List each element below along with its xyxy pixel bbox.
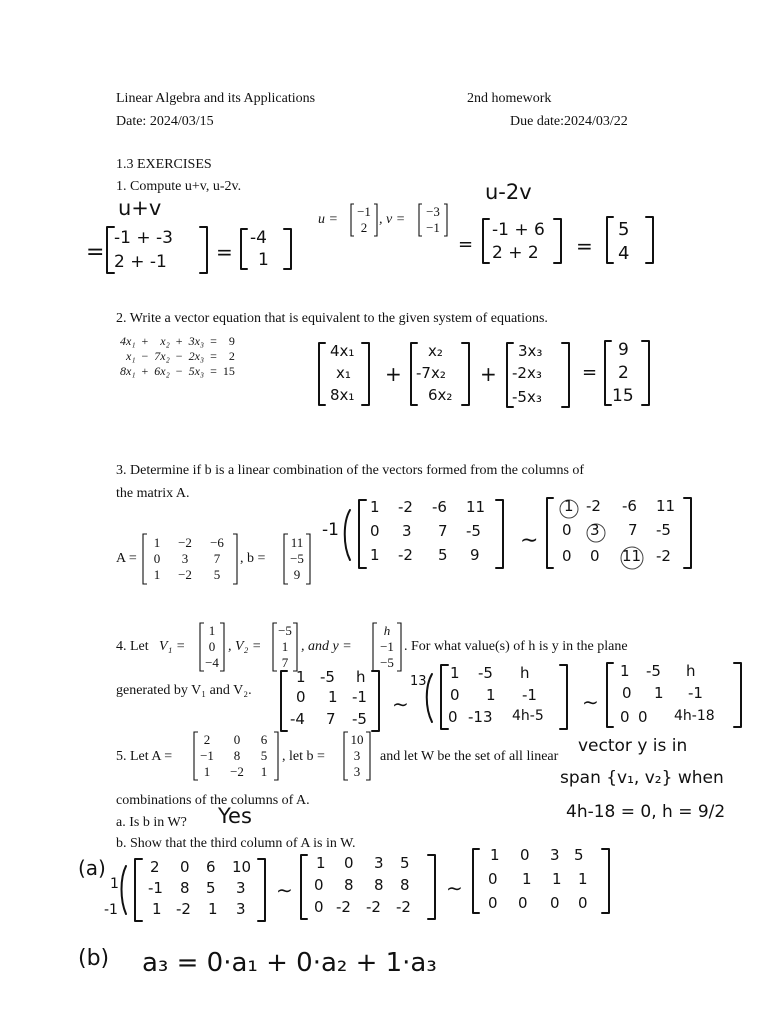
q4-hand-m2-entry: -1 bbox=[522, 686, 537, 704]
q4-hand-m1-entry: 7 bbox=[326, 710, 336, 728]
q3-hand-aug-entry: -2 bbox=[398, 498, 413, 516]
q2-op: − bbox=[175, 364, 183, 378]
q3-hand-aug-entry: 11 bbox=[466, 498, 486, 516]
q4-hand-m1-entry: -5 bbox=[320, 668, 335, 686]
q4-hand-m2-entry: -5 bbox=[478, 664, 493, 682]
q4-hand-m3-entry: -1 bbox=[688, 684, 703, 702]
due-date: Due date:2024/03/22 bbox=[510, 114, 628, 129]
q5-hand-factor: -1 bbox=[104, 902, 118, 918]
q2-system-row bbox=[117, 334, 238, 349]
q3-A-label: A = bbox=[116, 551, 137, 566]
q5-hand-m1-entry: 6 bbox=[206, 858, 216, 876]
q4-hand-m2-entry: 0 bbox=[448, 708, 458, 726]
q3-hand-reduced-entry: 7 bbox=[628, 521, 638, 539]
q1-v-entry: −3 bbox=[426, 204, 440, 219]
q4-hand-answer: vector y is in bbox=[578, 736, 688, 756]
q2-term: x₁ bbox=[126, 349, 136, 363]
q5-hand-factor: 1 bbox=[110, 876, 119, 892]
q2-hand-col1: 8x₁ bbox=[330, 386, 355, 404]
q5-hand-m2 bbox=[312, 854, 436, 918]
q4-hand-m3-entry: h bbox=[686, 662, 696, 680]
q2-op: − bbox=[175, 349, 183, 363]
q4-hand-m3-entry: -5 bbox=[646, 662, 661, 680]
q5-b-vector bbox=[343, 731, 371, 781]
q5-hand-m2-entry: 8 bbox=[374, 876, 384, 894]
q2-hand-col3: -5x₃ bbox=[512, 388, 542, 406]
q1-hand-sum-label: u+v bbox=[118, 196, 162, 220]
q4-v1-entry: 0 bbox=[208, 639, 216, 654]
q2-hand-col2: x₂ bbox=[428, 342, 443, 360]
q5-b-label: , let b = bbox=[282, 749, 325, 764]
q5-A-entry: 5 bbox=[260, 748, 268, 763]
q2-prompt: 2. Write a vector equation that is equivalent to the given system of equations. bbox=[116, 311, 548, 326]
q4-hand-m2-entry: -13 bbox=[468, 708, 493, 726]
q1-hand-equals: = bbox=[216, 240, 233, 264]
q5-hand-m3-entry: 1 bbox=[578, 870, 588, 888]
q5-b-entry: 3 bbox=[353, 764, 361, 779]
q5-hand-b-equation: a₃ = 0·a₁ + 0·a₂ + 1·a₃ bbox=[142, 948, 437, 978]
q3-hand-aug-entry: 1 bbox=[370, 498, 380, 516]
q5-hand-m1-entry: 1 bbox=[208, 900, 218, 918]
q1-hand-diff-row: -1 + 6 bbox=[492, 220, 545, 240]
q3-hand-aug-entry: 9 bbox=[470, 546, 480, 564]
q4-hand-m2 bbox=[446, 664, 566, 728]
q2-hand-rhs: 15 bbox=[612, 386, 634, 406]
q3-hand-aug-entry: -2 bbox=[398, 546, 413, 564]
q3-b-entry: 11 bbox=[290, 535, 304, 550]
q3-hand-aug-entry: 1 bbox=[370, 546, 380, 564]
q5-hand-yes: Yes bbox=[218, 804, 252, 828]
q3-A-entry: 0 bbox=[153, 551, 161, 566]
q4-hand-tilde: ∼ bbox=[582, 690, 599, 714]
q4-hand-m3-entry: 1 bbox=[620, 662, 630, 680]
q4-y-vector bbox=[372, 622, 402, 672]
q3-A-entry: −2 bbox=[178, 567, 192, 582]
q4-y-entry: h bbox=[383, 623, 391, 638]
q1-hand-diff-result-brackets bbox=[604, 214, 656, 266]
q4-hand-m2-entry: 1 bbox=[486, 686, 496, 704]
q3-hand-factor: -1 bbox=[322, 520, 339, 540]
q4-hand-m1-entry: -5 bbox=[352, 710, 367, 728]
course-title: Linear Algebra and its Applications bbox=[116, 91, 316, 106]
q5-hand-m1-entry: 3 bbox=[236, 879, 246, 897]
q2-term: 7x₂ bbox=[154, 349, 170, 363]
q5-hand-m2-entry: 0 bbox=[314, 876, 324, 894]
q5-hand-b-label: (b) bbox=[78, 946, 110, 971]
q2-hand-plus: + bbox=[480, 362, 497, 386]
q2-op: − bbox=[141, 349, 149, 363]
q1-hand-sum-row: 2 + -1 bbox=[114, 252, 167, 272]
q5-prompt: combinations of the columns of A. bbox=[116, 793, 310, 808]
q1-hand-diff-label: u-2v bbox=[485, 180, 532, 204]
q3-prompt: the matrix A. bbox=[116, 486, 190, 501]
q4-hand-m1-entry: 1 bbox=[328, 688, 338, 706]
q1-hand-sum-result: -4 bbox=[250, 228, 267, 248]
q5-b-entry: 3 bbox=[353, 748, 361, 763]
issue-date: Date: 2024/03/15 bbox=[116, 114, 214, 129]
q5-A-entry: −2 bbox=[230, 764, 244, 779]
q4-hand-m3-entry: 0 bbox=[620, 708, 630, 726]
q2-hand-col1: 4x₁ bbox=[330, 342, 355, 360]
q2-op: = bbox=[210, 349, 217, 363]
q4-hand-factor: 13 bbox=[410, 674, 427, 689]
q3-hand-reduced-entry: 0 bbox=[562, 521, 572, 539]
q1-u-entry: −1 bbox=[357, 204, 371, 219]
q5-hand-m3-entry: 3 bbox=[550, 846, 560, 864]
q3-hand-aug-entry: 0 bbox=[370, 522, 380, 540]
q5-A-entry: 1 bbox=[203, 764, 211, 779]
q4-hand-answer: span {v₁, v₂} when bbox=[560, 768, 724, 788]
q5-hand-m1-entry: -2 bbox=[176, 900, 191, 918]
q3-hand-aug-matrix bbox=[366, 498, 494, 570]
q4-hand-m2-entry: 0 bbox=[450, 686, 460, 704]
q2-term: 3x₃ bbox=[188, 334, 205, 348]
q3-A-entry: 3 bbox=[181, 551, 189, 566]
q5-hand-m2-entry: 1 bbox=[316, 854, 326, 872]
q5-A-entry: 2 bbox=[203, 732, 211, 747]
q5-hand-a-label: (a) bbox=[78, 856, 106, 880]
q2-hand-col2: -7x₂ bbox=[416, 364, 446, 382]
q2-op: = bbox=[210, 334, 217, 348]
q4-v2-vector bbox=[272, 622, 298, 672]
q5-prompt: and let W be the set of all linear bbox=[380, 749, 559, 764]
q1-hand-sum-result: 1 bbox=[258, 250, 269, 270]
q5-b-entry: 10 bbox=[350, 732, 364, 747]
q1-v-label: , v = bbox=[379, 212, 406, 227]
q2-op: + bbox=[175, 334, 183, 348]
q4-hand-m1-entry: h bbox=[356, 668, 366, 686]
q1-hand-equals: = bbox=[458, 234, 474, 255]
q4-hand-m1-entry: -4 bbox=[290, 710, 305, 728]
q2-system bbox=[117, 334, 238, 379]
q3-A-entry: 1 bbox=[153, 567, 161, 582]
q4-hand-m3 bbox=[616, 662, 740, 726]
q5-A-entry: −1 bbox=[200, 748, 214, 763]
q4-hand-m3-entry: 4h-18 bbox=[674, 708, 715, 724]
q2-rhs: 15 bbox=[222, 364, 235, 378]
q2-term: 6x₂ bbox=[154, 364, 170, 378]
q3-hand-reduced-entry: 0 bbox=[562, 547, 572, 565]
q3-b-entry: −5 bbox=[290, 551, 304, 566]
q4-prompt: generated by V₁ and V₂. bbox=[116, 683, 252, 698]
q5-A-entry: 1 bbox=[260, 764, 268, 779]
q1-u-entry: 2 bbox=[360, 220, 368, 235]
q3-hand-reduced-entry: -2 bbox=[586, 497, 601, 515]
q5-hand-m3-entry: 0 bbox=[550, 894, 560, 912]
q3-A-entry: 5 bbox=[213, 567, 221, 582]
q3-hand-reduced-entry: -6 bbox=[622, 497, 637, 515]
q4-hand-m1-entry: 1 bbox=[296, 668, 306, 686]
q5-hand-m1-entry: 8 bbox=[180, 879, 190, 897]
q5-hand-m3 bbox=[486, 846, 610, 912]
q1-v-vector bbox=[418, 203, 448, 237]
q1-u-label: u = bbox=[318, 212, 338, 227]
q3-hand-reduced-entry: 11 bbox=[622, 547, 642, 565]
q2-system-row bbox=[117, 349, 238, 364]
q5-hand-tilde: ∼ bbox=[276, 878, 293, 902]
q4-hand-m3-entry: 0 bbox=[622, 684, 632, 702]
q4-y-label: , and y = bbox=[301, 639, 352, 654]
q5-hand-m2-entry: 0 bbox=[314, 898, 324, 916]
q3-hand-reduced-entry: 1 bbox=[564, 497, 574, 515]
q5-hand-m2-entry: -2 bbox=[366, 898, 381, 916]
q4-v1-entry: 1 bbox=[208, 623, 216, 638]
q3-hand-tilde: ∼ bbox=[520, 528, 539, 553]
q4-hand-tilde: ∼ bbox=[392, 692, 409, 716]
q2-term: 4x₁ bbox=[120, 334, 136, 348]
q2-op: + bbox=[141, 334, 149, 348]
q5-part-b: b. Show that the third column of A is in W. bbox=[116, 836, 356, 851]
q4-v2-entry: 1 bbox=[281, 639, 289, 654]
q5-hand-m1-entry: 10 bbox=[232, 858, 252, 876]
q3-b-entry: 9 bbox=[293, 567, 301, 582]
q5-hand-m3-entry: 1 bbox=[490, 846, 500, 864]
q2-hand-rhs: 9 bbox=[618, 340, 629, 360]
q3-hand-reduced-entry: -2 bbox=[656, 547, 671, 565]
q4-v1-entry: −4 bbox=[205, 655, 219, 670]
q5-hand-m3-entry: 0 bbox=[488, 870, 498, 888]
q4-y-entry: −1 bbox=[380, 639, 394, 654]
q5-hand-m2-entry: 5 bbox=[400, 854, 410, 872]
q5-hand-m2-entry: -2 bbox=[396, 898, 411, 916]
q3-A-entry: 1 bbox=[153, 535, 161, 550]
q5-hand-m3-entry: 1 bbox=[552, 870, 562, 888]
q1-hand-sum-row: -1 + -3 bbox=[114, 228, 173, 248]
q3-hand-reduced-matrix bbox=[560, 497, 688, 569]
q3-prompt: 3. Determine if b is a linear combination of the vectors formed from the columns of bbox=[116, 463, 585, 478]
q4-hand-m1 bbox=[290, 668, 380, 730]
q5-hand-m3-entry: 0 bbox=[520, 846, 530, 864]
q3-hand-aug-entry: 3 bbox=[402, 522, 412, 540]
q3-b-vector bbox=[283, 533, 311, 585]
q2-term: 5x₃ bbox=[188, 364, 205, 378]
q2-rhs: 9 bbox=[228, 334, 235, 348]
q5-hand-m3-entry: 0 bbox=[488, 894, 498, 912]
q5-A-entry: 6 bbox=[260, 732, 268, 747]
q4-v2-entry: 7 bbox=[281, 655, 289, 670]
q1-hand-diff-result: 5 bbox=[618, 219, 630, 240]
q4-hand-m2-entry: h bbox=[520, 664, 530, 682]
q5-hand-m3-entry: 0 bbox=[518, 894, 528, 912]
q5-A-entry: 8 bbox=[233, 748, 241, 763]
q2-hand-col2: 6x₂ bbox=[428, 386, 453, 404]
q3-hand-reduced-entry: 0 bbox=[590, 547, 600, 565]
q4-v1-vector bbox=[199, 622, 225, 672]
q4-hand-m1-entry: 0 bbox=[296, 688, 306, 706]
q4-hand-answer: 4h-18 = 0, h = 9/2 bbox=[566, 802, 726, 822]
q3-hand-aug-entry: 7 bbox=[438, 522, 448, 540]
q1-hand-equals: = bbox=[86, 240, 105, 265]
q4-hand-m2-entry: 1 bbox=[450, 664, 460, 682]
q4-v2-entry: −5 bbox=[278, 623, 292, 638]
q2-hand-equals: = bbox=[582, 362, 598, 383]
q4-hand-m3-entry: 0 bbox=[638, 708, 648, 726]
q5-hand-m1-entry: -1 bbox=[148, 879, 163, 897]
q5-prompt: 5. Let A = bbox=[116, 749, 173, 764]
q3-hand-reduced-entry: 11 bbox=[656, 497, 676, 515]
q4-prompt: . For what value(s) of h is y in the plane bbox=[404, 639, 628, 654]
homework-number: 2nd homework bbox=[467, 91, 552, 106]
q3-hand-aug-entry: -5 bbox=[466, 522, 481, 540]
q5-part-a: a. Is b in W? bbox=[116, 815, 187, 830]
q5-hand-m2-entry: 0 bbox=[344, 854, 354, 872]
q4-v2-label: , V₂ = bbox=[228, 639, 262, 654]
q5-hand-m1-entry: 0 bbox=[180, 858, 190, 876]
q1-hand-equals: = bbox=[576, 234, 593, 258]
q4-hand-m2-entry: 4h-5 bbox=[512, 708, 544, 724]
q3-A-matrix bbox=[142, 533, 238, 585]
q1-prompt: 1. Compute u+v, u-2v. bbox=[116, 179, 242, 194]
q5-hand-m1-entry: 2 bbox=[150, 858, 160, 876]
q5-hand-m1-entry: 1 bbox=[152, 900, 162, 918]
q4-hand-m1-entry: -1 bbox=[352, 688, 367, 706]
q5-A-matrix bbox=[193, 731, 279, 781]
q5-hand-m2-entry: 8 bbox=[400, 876, 410, 894]
q4-hand-m3-entry: 1 bbox=[654, 684, 664, 702]
q2-term: 2x₃ bbox=[188, 349, 205, 363]
q1-hand-diff-row: 2 + 2 bbox=[492, 243, 539, 263]
q2-hand-col1: x₁ bbox=[336, 364, 351, 382]
q5-hand-m3-entry: 5 bbox=[574, 846, 584, 864]
q2-op: + bbox=[141, 364, 149, 378]
q5-hand-m1-entry: 3 bbox=[236, 900, 246, 918]
q2-hand-plus: + bbox=[385, 362, 402, 386]
q2-hand-col3: -2x₃ bbox=[512, 364, 542, 382]
q5-hand-m1 bbox=[146, 858, 264, 920]
q1-hand-diff-result: 4 bbox=[618, 243, 630, 264]
q3-hand-aug-entry: -6 bbox=[432, 498, 447, 516]
q2-hand-col3: 3x₃ bbox=[518, 342, 543, 360]
q3-A-entry: −2 bbox=[178, 535, 192, 550]
q5-hand-m3-entry: 1 bbox=[522, 870, 532, 888]
q3-hand-reduced-entry: 3 bbox=[590, 521, 600, 539]
q3-b-label: , b = bbox=[240, 551, 266, 566]
q2-hand-rhs: 2 bbox=[618, 363, 629, 383]
q2-system-row bbox=[117, 364, 238, 379]
q5-hand-m1-entry: 5 bbox=[206, 879, 216, 897]
q5-hand-tilde: ∼ bbox=[446, 876, 463, 900]
q3-hand-reduced-entry: -5 bbox=[656, 521, 671, 539]
q5-hand-m2-entry: 8 bbox=[344, 876, 354, 894]
q1-v-entry: −1 bbox=[426, 220, 440, 235]
q5-A-entry: 0 bbox=[233, 732, 241, 747]
q3-A-entry: −6 bbox=[210, 535, 224, 550]
q4-prompt: 4. Let bbox=[116, 639, 149, 654]
q3-A-entry: 7 bbox=[213, 551, 221, 566]
q5-hand-m2-entry: 3 bbox=[374, 854, 384, 872]
q5-hand-m3-entry: 0 bbox=[578, 894, 588, 912]
q4-y-entry: −5 bbox=[380, 655, 394, 670]
q2-term: x₂ bbox=[160, 334, 170, 348]
q5-hand-m2-entry: -2 bbox=[336, 898, 351, 916]
q3-hand-aug-entry: 5 bbox=[438, 546, 448, 564]
q2-term: 8x₁ bbox=[120, 364, 136, 378]
q1-u-vector bbox=[350, 203, 378, 237]
section-heading: 1.3 EXERCISES bbox=[116, 157, 212, 172]
q2-rhs: 2 bbox=[228, 349, 235, 363]
q4-v1-label: V₁ = bbox=[159, 639, 186, 654]
q2-op: = bbox=[210, 364, 217, 378]
